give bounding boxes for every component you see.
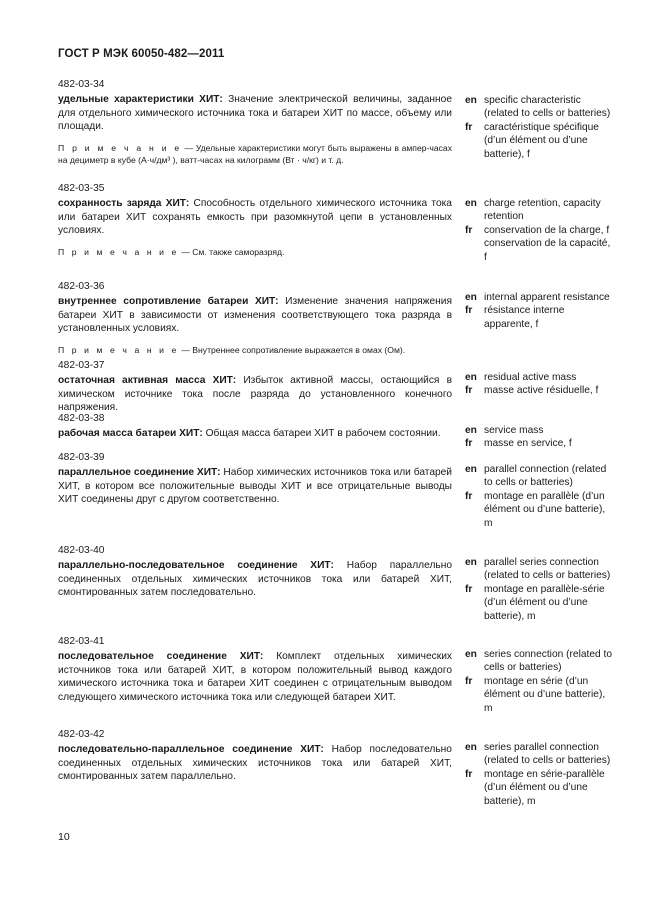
equivalent-text: conservation de la charge, f conservation de la capacité, f: [484, 224, 611, 263]
lang-code: fr: [465, 438, 473, 450]
equivalent-fr: [465, 490, 615, 530]
term-definition: [58, 197, 452, 237]
equivalent-en: [465, 648, 615, 675]
equivalent-fr: [465, 768, 615, 808]
equivalent-text: montage en parallèle-série (d’un élément ou d’une batterie), m: [484, 583, 605, 622]
term-code: 482-03-41: [58, 636, 105, 647]
equivalent-text: service mass: [484, 425, 544, 436]
lang-code: en: [465, 742, 477, 753]
lang-code: fr: [465, 768, 473, 780]
equivalent-text: montage en parallèle (d’un élément ou d’une batterie), m: [484, 490, 606, 529]
equivalent-en: [465, 424, 615, 437]
term-entry-482-03-40: [58, 544, 452, 600]
term-definition: [58, 374, 452, 414]
equivalent-text: montage en série (d’un élément ou d’une batterie), m: [484, 675, 606, 714]
term-name: удельные характеристики ХИТ:: [58, 94, 223, 106]
term-name: остаточная активная масса ХИТ:: [58, 375, 237, 387]
equivalent-text: internal apparent resistance: [484, 292, 610, 303]
term-entry-482-03-41: [58, 635, 452, 704]
term-definition: [58, 427, 452, 440]
lang-code: en: [465, 649, 477, 660]
term-code: 482-03-40: [58, 545, 105, 556]
lang-code: en: [465, 372, 477, 383]
term-note: [58, 142, 452, 166]
definition-text: Способность отдельного химического источника тока или батареи ХИТ сохранять емкость при разомкнутой цепи в установленных условиях.: [58, 198, 452, 237]
document-header: ГОСТ Р МЭК 60050-482—2011: [58, 48, 225, 60]
lang-code: fr: [465, 305, 473, 317]
equivalent-text: charge retention, capacity retention: [484, 198, 601, 223]
lang-code: en: [465, 464, 477, 475]
equivalent-fr: [465, 224, 615, 264]
term-code: 482-03-37: [58, 360, 105, 371]
term-name: последовательное соединение ХИТ:: [58, 651, 264, 663]
term-entry-482-03-35: [58, 182, 452, 258]
equivalent-text: parallel connection (related to cells or batteries): [484, 464, 607, 489]
equivalents-482-03-37: [465, 371, 615, 398]
term-entry-482-03-36: [58, 280, 452, 356]
definition-text: Комплект отдельных химических источников тока или батарей ХИТ, в котором положительный вывод каждого химического источника тока и батареи ХИТ соединен с отрицательным выводом следующего химического источника тока или следующей батареи ХИТ.: [58, 651, 452, 703]
term-code: 482-03-36: [58, 281, 105, 292]
term-definition: [58, 743, 452, 783]
lang-code: fr: [465, 385, 473, 397]
term-entry-482-03-34: [58, 78, 452, 166]
equivalents-482-03-39: [465, 463, 615, 530]
lang-code: fr: [465, 675, 473, 687]
equivalent-en: [465, 556, 615, 583]
term-definition: [58, 466, 452, 506]
equivalent-text: caractéristique spécifique (d’un élément ou d’une batterie), f: [484, 121, 599, 160]
lang-code: fr: [465, 121, 473, 133]
term-definition: [58, 295, 452, 335]
definition-text: Значение электрической величины, заданное для отдельного химического источника тока и батареи ХИТ по массе, объему или площади.: [58, 94, 452, 133]
equivalents-482-03-40: [465, 556, 615, 623]
term-code: 482-03-38: [58, 413, 105, 424]
equivalents-482-03-34: [465, 94, 615, 161]
term-name: рабочая масса батареи ХИТ:: [58, 428, 203, 440]
definition-text: Общая масса батареи ХИТ в рабочем состоянии.: [205, 428, 441, 440]
definition-text: Набор химических источников тока или батарей ХИТ, в котором все положительные выводы ХИТ и все отрицательные выводы ХИТ соединены друг с другом соответственно.: [58, 467, 453, 506]
definition-text: Изменение значения напряжения батареи ХИТ в зависимости от изменения соответствующего тока разряда в установленных условиях.: [58, 296, 452, 335]
term-definition: [58, 650, 452, 704]
equivalent-en: [465, 291, 615, 304]
lang-code: en: [465, 95, 477, 106]
equivalents-482-03-35: [465, 197, 615, 264]
term-code: 482-03-34: [58, 79, 105, 90]
equivalent-fr: [465, 384, 615, 397]
term-entry-482-03-37: [58, 359, 452, 415]
equivalents-482-03-38: [465, 424, 615, 451]
equivalent-text: masse en service, f: [484, 438, 572, 450]
equivalent-en: [465, 741, 615, 768]
term-code: 482-03-39: [58, 452, 105, 463]
equivalent-en: [465, 197, 615, 224]
equivalent-fr: [465, 675, 615, 715]
term-entry-482-03-42: [58, 728, 452, 784]
equivalent-fr: [465, 304, 615, 331]
definition-text: Набор параллельно соединенных отдельных химических источников тока или батарей ХИТ, смонтированных затем последовательно.: [58, 560, 452, 599]
equivalent-text: masse active résiduelle, f: [484, 385, 599, 397]
term-name: параллельно-последовательное соединение ХИТ:: [58, 560, 334, 572]
lang-code: en: [465, 292, 477, 303]
lang-code: fr: [465, 224, 473, 236]
equivalent-text: montage en série-parallèle (d’un élément ou d’une batterie), m: [484, 768, 605, 807]
term-note: [58, 246, 452, 258]
equivalent-text: residual active mass: [484, 372, 577, 383]
note-text: — Внутреннее сопротивление выражается в омах (Ом).: [181, 344, 406, 355]
term-entry-482-03-38: [58, 412, 452, 441]
term-definition: [58, 93, 452, 133]
term-note: [58, 344, 452, 356]
lang-code: en: [465, 198, 477, 209]
term-name: внутреннее сопротивление батареи ХИТ:: [58, 296, 279, 308]
equivalent-text: specific characteristic (related to cells or batteries): [484, 95, 611, 120]
equivalent-en: [465, 94, 615, 121]
equivalent-fr: [465, 121, 615, 161]
note-text: — См. также саморазряд.: [181, 246, 285, 257]
term-name: сохранность заряда ХИТ:: [58, 198, 190, 210]
lang-code: fr: [465, 583, 473, 595]
definition-text: Набор последовательно соединенных отдельных химических источников тока или батарей ХИТ, смонтированных затем параллельно.: [58, 744, 452, 783]
equivalent-text: series parallel connection (related to cells or batteries): [484, 742, 611, 767]
definition-text: Избыток активной массы, остающийся в химическом источнике тока после разряда до установленного конечного напряжения.: [58, 375, 453, 414]
term-code: 482-03-35: [58, 183, 105, 194]
equivalents-482-03-36: [465, 291, 615, 331]
equivalent-text: series connection (related to cells or batteries): [484, 649, 612, 674]
lang-code: en: [465, 557, 477, 568]
term-code: 482-03-42: [58, 729, 105, 740]
equivalent-fr: [465, 437, 615, 450]
term-definition: [58, 559, 452, 599]
equivalent-en: [465, 463, 615, 490]
equivalents-482-03-42: [465, 741, 615, 808]
note-label: П р и м е ч а н и е: [58, 246, 179, 257]
equivalent-text: résistance interne apparente, f: [484, 305, 565, 330]
equivalent-en: [465, 371, 615, 384]
note-text: — Удельные характеристики могут быть выражены в ампер-часах на дециметр в кубе (А·ч/дм³ ), ватт-часах на килограмм (Вт · ч/кг) и т. д.: [58, 142, 453, 165]
lang-code: en: [465, 425, 477, 436]
equivalent-fr: [465, 583, 615, 623]
equivalent-text: parallel series connection (related to cells or batteries): [484, 557, 611, 582]
equivalents-482-03-41: [465, 648, 615, 715]
term-entry-482-03-39: [58, 451, 452, 507]
term-name: последовательно-параллельное соединение ХИТ:: [58, 744, 324, 756]
note-label: П р и м е ч а н и е: [58, 344, 179, 355]
term-name: параллельное соединение ХИТ:: [58, 467, 221, 479]
page-number: 10: [58, 831, 70, 843]
lang-code: fr: [465, 490, 473, 502]
note-label: П р и м е ч а н и е: [58, 142, 182, 153]
